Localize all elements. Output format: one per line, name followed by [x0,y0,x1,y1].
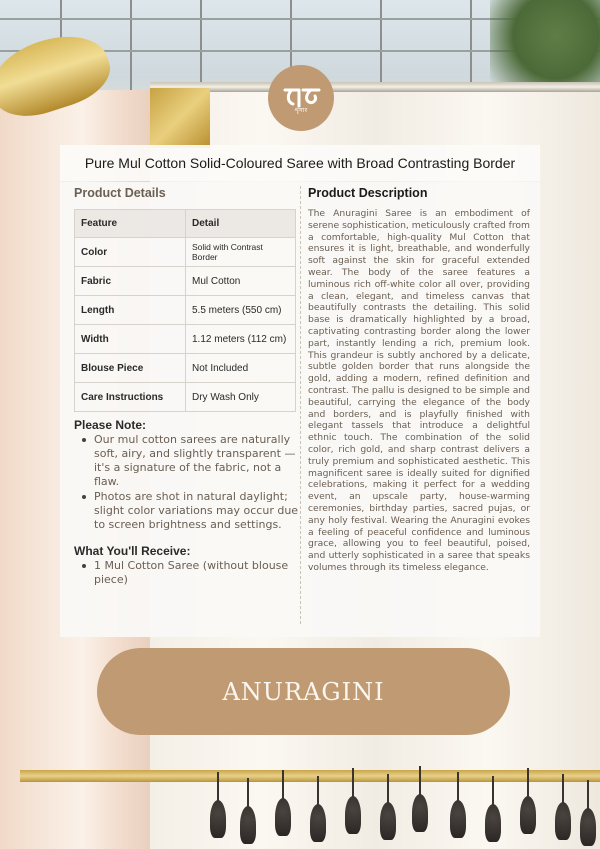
list-item: 1 Mul Cotton Saree (without blouse piece) [80,559,300,587]
table-cell-feature: Care Instructions [75,383,186,412]
column-divider [300,186,301,626]
table-row [75,354,296,383]
background-curtain-rod [150,82,600,92]
background-gold-border [150,88,210,148]
list-item: Photos are shot in natural daylight; slight color variations may occur due to screen brightness and settings. [80,490,300,532]
table-row [75,267,296,296]
please-note-heading: Please Note: [74,418,147,432]
brand-banner-text: ANURAGINI [222,677,385,706]
brand-banner [97,648,510,735]
please-note-list [74,433,300,532]
table-cell-detail: Solid with Contrast Border [186,238,296,267]
what-you-receive-heading: What You'll Receive: [74,544,191,558]
list-item: Our mul cotton sarees are naturally soft, airy, and slightly transparent — it's a signature of the fabric, not a flaw. [80,433,300,489]
product-details-heading: Product Details [74,186,166,200]
product-info-card [60,182,540,637]
table-cell-detail: Not Included [186,354,296,383]
table-row [75,238,296,267]
right-column [308,186,530,574]
product-description-text: The Anuragini Saree is an embodiment of serene sophistication, meticulously crafted from a comfortable, high-quality Mul Cotton that ensures it is light, breathable, and wonderfully soft against the skin for graceful extended wear. The body of the saree features a luminous rich off-white color all over, providing a clean, elegant, and timeless canvas that beautifully contrasts the detailing. This solid base is dramatically highlighted by a broad, captivating contrasting border along the lower part, instantly lending a rich, premium look. This grandeur is subtly anchored by a delicate, subtle golden border that runs alongside the gold, adding a modern, refined definition and contrast. The pallu is designed to be simple and beautiful, carrying the elegance of the body and borders, and is playfully finished with elegant tassels that introduce a delightful ethnic touch. The combination of the solid color, rich gold, and sharp contrast delivers a truly premium and sophisticated aesthetic. This magnificent saree is ideally suited for dignified celebrations, making it perfect for a wedding event, an upscale party, house-warming ceremonies, birthday parties, sacred pujas, or any holy festival. Wearing the Anuragini evokes a feeling of peaceful confidence and luminous grace, allowing you to feel beautiful, poised, and utterly sophisticated in a saree that speaks volumes through its timeless elegance. [308,208,530,573]
table-header-feature: Feature [75,210,186,238]
table-cell-feature: Width [75,325,186,354]
table-row [75,383,296,412]
brand-logo-text: शृंगार [294,107,308,114]
what-you-receive-list [74,559,300,587]
table-header-row [75,210,296,238]
background-tassels [150,760,600,849]
table-header-detail: Detail [186,210,296,238]
table-cell-feature: Color [75,238,186,267]
table-row [75,325,296,354]
table-cell-feature: Blouse Piece [75,354,186,383]
table-cell-detail: 5.5 meters (550 cm) [186,296,296,325]
table-row [75,296,296,325]
left-column [74,186,300,587]
table-cell-feature: Length [75,296,186,325]
table-cell-detail: Dry Wash Only [186,383,296,412]
table-cell-detail: Mul Cotton [186,267,296,296]
table-cell-feature: Fabric [75,267,186,296]
product-details-table [74,209,296,412]
product-title: Pure Mul Cotton Solid-Coloured Saree with Broad Contrasting Border [60,145,540,181]
table-cell-detail: 1.12 meters (112 cm) [186,325,296,354]
brand-logo [268,65,334,131]
product-description-heading: Product Description [308,186,428,200]
